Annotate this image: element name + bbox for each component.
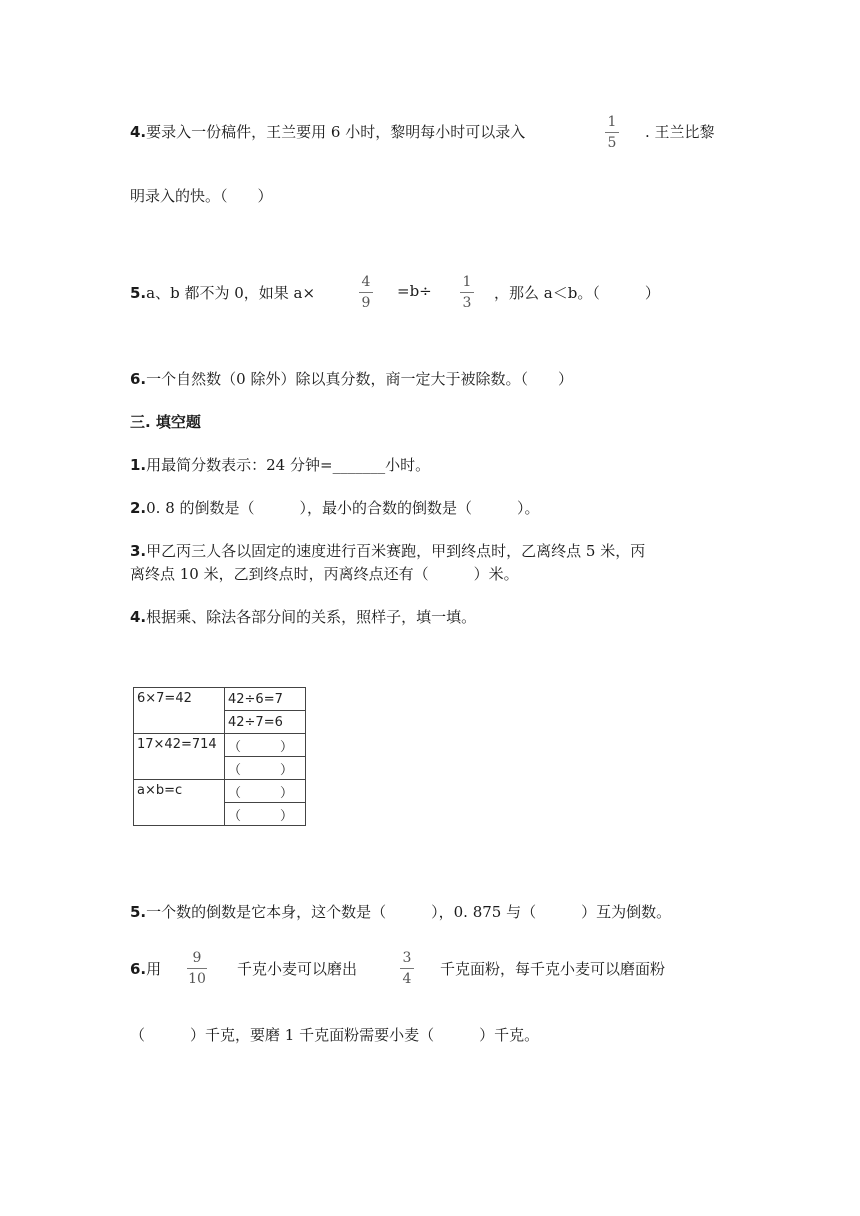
question-text: 一个数的倒数是它本身，这个数是（ ），0. 875 与（ ）互为倒数。 — [146, 903, 672, 921]
denominator: 4 — [402, 971, 412, 987]
fraction — [605, 114, 619, 151]
fill-question-4 — [130, 606, 476, 627]
denominator: 10 — [188, 971, 206, 987]
numerator: 3 — [402, 950, 412, 966]
table-row — [134, 734, 306, 757]
fraction — [400, 950, 414, 987]
table-cell: 6×7=42 — [134, 688, 225, 734]
question-text: 甲乙丙三人各以固定的速度进行百米赛跑，甲到终点时，乙离终点 5 米，丙 — [146, 542, 646, 560]
answer-blank[interactable]: （ ） — [225, 734, 306, 757]
denominator: 5 — [607, 135, 617, 151]
question-text-cont: （ ）千克，要磨 1 千克面粉需要小麦（ ）千克。 — [130, 1026, 540, 1044]
question-text: 用 — [146, 960, 162, 978]
question-text: 根据乘、除法各部分间的关系，照样子，填一填。 — [146, 608, 477, 626]
question-text-cont: 明录入的快。（ ） — [130, 187, 273, 205]
question-text-cont: 千克小麦可以磨出 — [237, 960, 358, 978]
question-text: 0. 8 的倒数是（ ），最小的合数的倒数是（ ）。 — [146, 499, 540, 517]
question-5 — [130, 282, 315, 303]
fill-question-2 — [130, 497, 540, 518]
question-number: 3. — [130, 542, 147, 560]
table-cell: 42÷7=6 — [225, 711, 306, 734]
operations-table — [133, 687, 306, 826]
answer-blank[interactable]: （ ） — [225, 803, 306, 826]
section-title: 三. 填空题 — [130, 413, 201, 431]
answer-blank[interactable]: （ ） — [225, 780, 306, 803]
fill-question-3 — [130, 540, 645, 561]
question-text: 一个自然数（0 除外）除以真分数，商一定大于被除数。（ ） — [146, 370, 573, 388]
fraction-bar — [460, 292, 474, 293]
question-number: 6. — [130, 960, 147, 978]
question-4 — [130, 121, 525, 142]
fraction-bar — [359, 292, 373, 293]
fraction — [187, 950, 207, 987]
question-number: 2. — [130, 499, 147, 517]
question-number: 5. — [130, 284, 147, 302]
question-text-cont: =b÷ — [397, 282, 432, 300]
numerator: 9 — [192, 950, 202, 966]
fraction — [460, 274, 474, 311]
numerator: 1 — [607, 114, 617, 130]
fraction-bar — [187, 968, 207, 969]
question-text-cont: . 王兰比黎 — [645, 123, 715, 141]
question-number: 4. — [130, 123, 147, 141]
numerator: 4 — [361, 274, 371, 290]
question-text: 用最简分数表示：24 分钟=_______小时。 — [146, 456, 431, 474]
denominator: 3 — [462, 295, 472, 311]
question-text-cont: 千克面粉，每千克小麦可以磨面粉 — [440, 960, 666, 978]
question-number: 6. — [130, 370, 147, 388]
question-6 — [130, 368, 573, 389]
answer-blank[interactable]: （ ） — [225, 757, 306, 780]
fill-question-1 — [130, 454, 430, 475]
table-cell: 42÷6=7 — [225, 688, 306, 711]
fraction-bar — [400, 968, 414, 969]
question-text-cont: 离终点 10 米，乙到终点时，丙离终点还有（ ）米。 — [130, 565, 519, 583]
table-cell: a×b=c — [134, 780, 225, 826]
fraction-bar — [605, 132, 619, 133]
table-cell: 17×42=714 — [134, 734, 225, 780]
question-number: 5. — [130, 903, 147, 921]
question-text: a、b 都不为 0，如果 a× — [146, 284, 316, 302]
question-text: 要录入一份稿件，王兰要用 6 小时，黎明每小时可以录入 — [146, 123, 526, 141]
table-row — [134, 780, 306, 803]
question-text-cont: ，那么 a＜b。（ ） — [494, 284, 660, 302]
numerator: 1 — [462, 274, 472, 290]
question-number: 1. — [130, 456, 147, 474]
table-row — [134, 688, 306, 711]
question-number: 4. — [130, 608, 147, 626]
fill-question-5 — [130, 901, 671, 922]
denominator: 9 — [361, 295, 371, 311]
fill-question-6 — [130, 958, 161, 979]
fraction — [359, 274, 373, 311]
